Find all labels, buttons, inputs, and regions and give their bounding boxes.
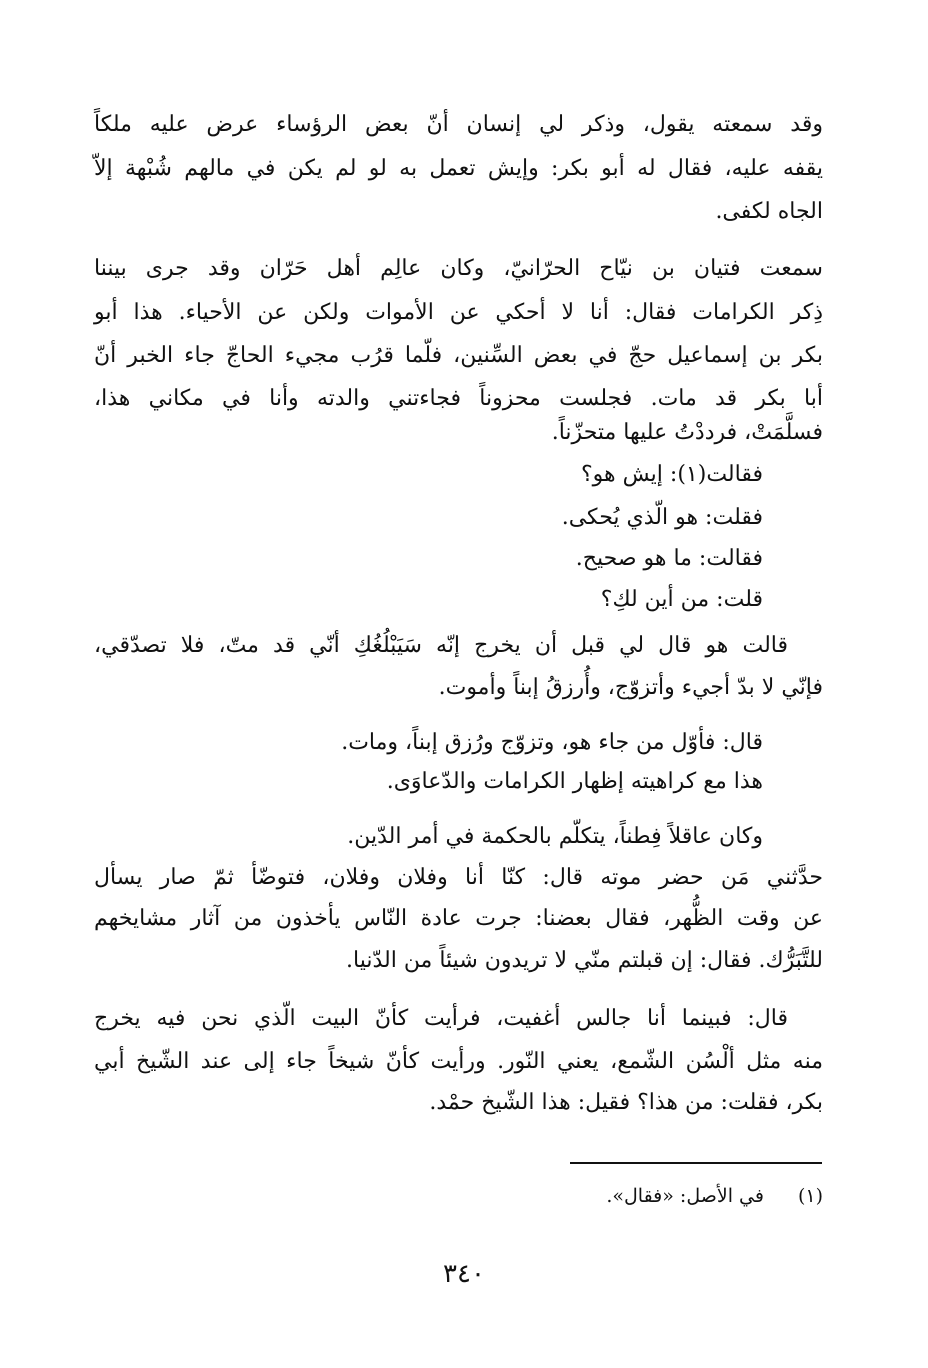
text-line: هذا مع كراهيته إظهار الكرامات والدّعاوَى. — [386, 769, 763, 794]
text-line: منه مثل ألْسُن الشّمع، يعني النّور. ورأيت كأنّ شيخاً جاء إلى عند الشّيخ أبي — [94, 1049, 823, 1074]
text-line: فقالت: ما هو صحيح. — [575, 546, 763, 571]
page-number: ٣٤٠ — [443, 1259, 485, 1289]
text-line: فقالت(١): إيش هو؟ — [581, 462, 763, 487]
text-line: سمعت فتيان بن نيّاح الحرّانيّ، وكان عالِم أهل حَرّان وقد جرى بيننا — [94, 256, 823, 281]
text-line: قال: فأوّل من جاء هو، وتزوّج ورُزق إبناً، ومات. — [341, 730, 763, 755]
text-line: وكان عاقلاً فِطناً، يتكلّم بالحكمة في أمر الدّين. — [347, 824, 763, 849]
text-line: حدَّثني مَن حضر موته قال: كنّا أنا وفلان وفلان، فتوضّأ ثمّ صار يسأل — [94, 865, 823, 890]
text-line: قال: فبينما أنا جالس أغفيت، فرأيت كأنّ البيت الّذي نحن فيه يخرج — [94, 1006, 788, 1031]
footnote-text: في الأصل: «فقال». — [606, 1185, 764, 1207]
footnote — [606, 1183, 823, 1209]
text-line: وقد سمعته يقول، وذكر لي إنسان أنّ بعض الرؤساء عرض عليه ملكاً — [94, 112, 823, 137]
text-line: بكر، فقلت: من هذا؟ فقيل: هذا الشّيخ حمْد. — [429, 1090, 823, 1115]
text-line: قالت هو قال لي قبل أن يخرج إنّه سَيَبْلُغُكِ أنّي قد متّ، فلا تصدّقي، — [94, 633, 788, 658]
text-line: للتَّبَرُّك. فقال: إن قبلتم منّي لا تريدون شيئاً من الدّنيا. — [346, 948, 823, 973]
footnote-marker: (١) — [797, 1185, 823, 1207]
text-line: أبا بكر قد مات. فجلست محزوناً فجاءتني والدته وأنا في مكاني هذا، — [94, 386, 823, 411]
text-line: يقفه عليه، فقال له أبو بكر: وإيش تعمل به لو لم يكن في مالهم شُبْهة إلاّ — [94, 156, 823, 181]
text-line: فقلت: هو الّذي يُحكى. — [561, 505, 763, 530]
text-line: فسلَّمَتْ، فرددْتُ عليها متحزّناً. — [551, 420, 823, 445]
text-line: ذِكر الكرامات فقال: أنا لا أحكي عن الأموات ولكن عن الأحياء. هذا أبو — [94, 300, 823, 325]
text-line: الجاه لكفى. — [715, 199, 823, 224]
text-line: قلت: من أين لكِ؟ — [600, 587, 763, 612]
text-line: بكر بن إسماعيل حجّ في بعض السِّنين، فلّما قرُب مجيء الحاجّ جاء الخبر أنّ — [94, 343, 823, 368]
text-line: عن وقت الظُّهر، فقال بعضنا: جرت عادة النّاس يأخذون من آثار مشايخهم — [94, 906, 823, 931]
text-line: فإنّي لا بدّ أجيء وأتزوّج، وأُرزقُ إبناً وأموت. — [438, 675, 823, 700]
footnote-divider — [570, 1162, 822, 1164]
